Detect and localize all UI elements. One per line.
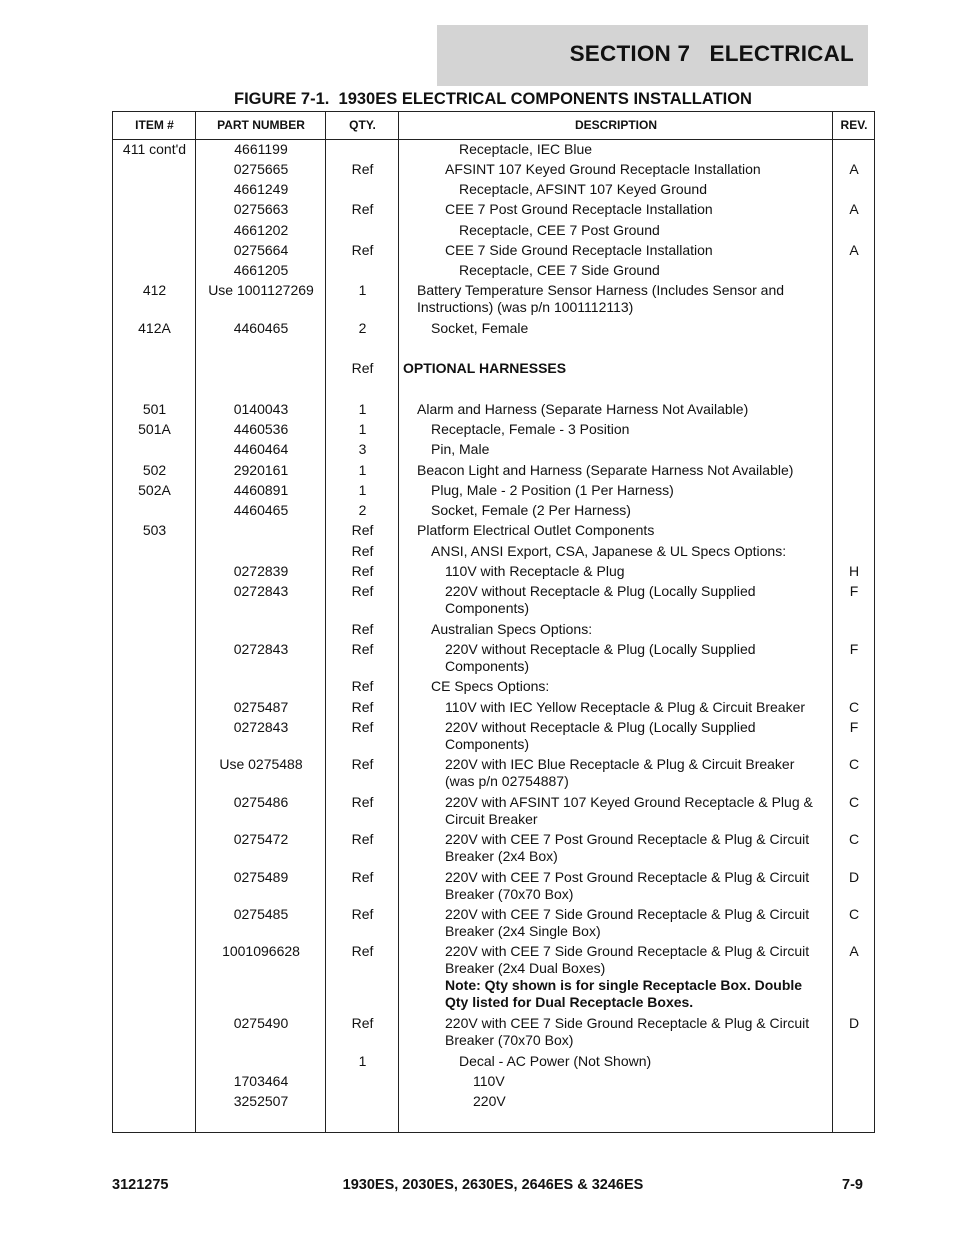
item-number: 411 cont'd [122,141,187,157]
description-cell [399,141,833,158]
quantity: 1 [358,282,367,298]
part-number: 4460536 [233,421,289,437]
header-rev: REV. [840,118,868,132]
quantity: Ref [351,641,374,657]
description-text: 110V with IEC Yellow Receptacle & Plug & Circuit Breaker [445,699,806,715]
quantity: Ref [351,360,374,376]
quantity: Ref [351,678,374,694]
part-number: 4460465 [233,502,289,518]
part-number: 4661202 [233,222,289,238]
revision: F [849,641,859,657]
description-text: Plug, Male - 2 Position (1 Per Harness) [431,482,674,498]
quantity: Ref [351,869,374,885]
quantity: Ref [351,621,374,637]
revision: C [848,831,860,847]
description-cell [399,583,833,617]
quantity: 1 [358,421,367,437]
quantity: 2 [358,502,367,518]
description-cell [399,794,833,828]
part-number: Use 1001127269 [208,282,314,298]
quantity: Ref [351,831,374,847]
quantity: Ref [351,543,374,559]
quantity: 1 [358,482,367,498]
item-number: 502A [138,482,171,498]
description-text: Receptacle, CEE 7 Post Ground [459,222,660,238]
footer-page-number: 7-9 [842,1177,863,1193]
quantity: Ref [351,699,374,715]
description-text: Platform Electrical Outlet Components [417,522,655,538]
part-number: 2920161 [233,462,289,478]
item-number: 501 [142,401,167,417]
description-cell [399,756,833,790]
part-number: 0275665 [233,161,289,177]
description-text: CEE 7 Side Ground Receptacle Installation [445,242,713,258]
quantity: 2 [358,320,367,336]
description-text: 220V with IEC Blue Receptacle & Plug & Circuit Breaker (was p/n 02754887) [445,756,795,789]
part-number: 1001096628 [222,943,300,959]
description-cell [399,201,833,218]
revision: F [849,719,859,735]
description-text: Socket, Female [431,320,529,336]
header-divider [113,139,874,140]
part-number: 0272839 [233,563,289,579]
description-cell [399,222,833,239]
section-title: SECTION 7 ELECTRICAL [569,41,854,66]
item-number: 503 [142,522,167,538]
description-text: 220V [473,1093,506,1109]
description-cell [399,282,833,316]
description-text: 110V with Receptacle & Plug [445,563,625,579]
description-text: 220V with CEE 7 Side Ground Receptacle & Plug & Circuit Breaker (2x4 Dual Boxes) [445,943,810,976]
description-text: Pin, Male [431,441,490,457]
part-number: 0275472 [233,831,289,847]
part-number: 0275490 [233,1015,289,1031]
description-text: Receptacle, CEE 7 Side Ground [459,262,660,278]
description-text: 220V with CEE 7 Side Ground Receptacle & Plug & Circuit Breaker (2x4 Single Box) [445,906,810,939]
quantity: 1 [358,1053,367,1069]
description-cell [399,522,833,539]
part-number: 4460464 [233,441,289,457]
part-number: 4460465 [233,320,289,336]
description-text: Alarm and Harness (Separate Harness Not Available) [417,401,749,417]
part-number: 4661249 [233,181,289,197]
description-text: CEE 7 Post Ground Receptacle Installation [445,201,713,217]
description-text: Decal - AC Power (Not Shown) [459,1053,652,1069]
description-cell [399,161,833,178]
description-cell [399,421,833,438]
description-text: 220V without Receptacle & Plug (Locally Supplied Components) [445,583,756,616]
part-number: 1703464 [233,1073,289,1089]
item-number: 502 [142,462,167,478]
part-number: 0272843 [233,719,289,735]
quantity: 1 [358,401,367,417]
description-cell [399,563,833,580]
description-text: 220V with CEE 7 Side Ground Receptacle & Plug & Circuit Breaker (70x70 Box) [445,1015,810,1048]
description-cell [399,441,833,458]
part-number: 4661205 [233,262,289,278]
revision: F [849,583,859,599]
description-cell [399,401,833,418]
part-number: 0275486 [233,794,289,810]
description-text: Receptacle, IEC Blue [459,141,593,157]
description-cell [399,502,833,519]
revision: C [848,906,860,922]
description-cell [399,482,833,499]
part-number: 0275664 [233,242,289,258]
footer-doc-number: 3121275 [112,1177,169,1193]
description-cell [399,462,833,479]
description-text: OPTIONAL HARNESSES [403,360,567,376]
figure-title: FIGURE 7-1. 1930ES ELECTRICAL COMPONENTS INSTALLATION [234,90,752,108]
description-text: Beacon Light and Harness (Separate Harness Not Available) [417,462,794,478]
quantity: Ref [351,583,374,599]
description-text: 220V without Receptacle & Plug (Locally Supplied Components) [445,641,756,674]
quantity: Ref [351,794,374,810]
description-text: 220V without Receptacle & Plug (Locally Supplied Components) [445,719,756,752]
quantity: Ref [351,906,374,922]
description-text: Battery Temperature Sensor Harness (Includes Sensor and Instructions) (was p/n 1001112113) [417,282,785,315]
description-cell [399,719,833,753]
item-number: 412A [138,320,171,336]
description-cell [399,869,833,903]
quantity: Ref [351,719,374,735]
quantity: Ref [351,563,374,579]
footer-models: 1930ES, 2030ES, 2630ES, 2646ES & 3246ES [342,1177,644,1193]
part-number: 0275489 [233,869,289,885]
description-text: Receptacle, Female - 3 Position [431,421,630,437]
part-number: 0275487 [233,699,289,715]
revision: D [848,1015,860,1031]
header-qty: QTY. [349,118,376,132]
part-number: 0272843 [233,583,289,599]
quantity: Ref [351,201,374,217]
revision: C [848,699,860,715]
description-cell [399,1053,833,1070]
description-text: ANSI, ANSI Export, CSA, Japanese & UL Specs Options: [431,543,787,559]
part-number: 4460891 [233,482,289,498]
description-cell [399,181,833,198]
quantity: 1 [358,462,367,478]
revision: D [848,869,860,885]
description-cell [399,621,833,638]
quantity: 3 [358,441,367,457]
description-cell [399,943,833,1011]
description-cell [399,906,833,940]
parts-table [112,111,875,1133]
quantity: Ref [351,161,374,177]
quantity: Ref [351,522,374,538]
description-note: Note: Qty shown is for single Receptacle Box. Double Qty listed for Dual Receptacle Boxes. [445,977,803,1010]
description-cell [399,1093,833,1110]
quantity: Ref [351,756,374,772]
revision: C [848,794,860,810]
description-cell [399,262,833,279]
quantity: Ref [351,242,374,258]
description-cell [399,678,833,695]
quantity: Ref [351,943,374,959]
description-text: 110V [473,1073,505,1089]
description-cell [399,1073,833,1090]
revision: H [848,563,860,579]
description-cell [399,543,833,560]
section-header-box [437,25,868,86]
item-number: 412 [142,282,167,298]
header-part-number: PART NUMBER [217,118,305,132]
description-text: AFSINT 107 Keyed Ground Receptacle Installation [445,161,761,177]
description-cell [399,641,833,675]
description-text: 220V with AFSINT 107 Keyed Ground Receptacle & Plug & Circuit Breaker [445,794,813,827]
item-number: 501A [138,421,171,437]
description-cell [399,360,833,377]
description-text: Receptacle, AFSINT 107 Keyed Ground [459,181,707,197]
quantity: Ref [351,1015,374,1031]
description-text: Australian Specs Options: [431,621,593,637]
header-description: DESCRIPTION [574,118,657,132]
description-cell [399,699,833,716]
revision: A [849,943,859,959]
part-number: 0272843 [233,641,289,657]
description-text: Socket, Female (2 Per Harness) [431,502,631,518]
revision: A [849,242,859,258]
description-cell [399,831,833,865]
part-number: Use 0275488 [219,756,303,772]
part-number: 4661199 [234,141,288,157]
part-number: 0275663 [233,201,289,217]
description-cell [399,320,833,337]
description-text: CE Specs Options: [431,678,550,694]
part-number: 3252507 [233,1093,289,1109]
revision: A [849,201,859,217]
description-cell [399,242,833,259]
revision: A [849,161,859,177]
description-text: 220V with CEE 7 Post Ground Receptacle & Plug & Circuit Breaker (2x4 Box) [445,831,810,864]
part-number: 0140043 [233,401,289,417]
description-cell [399,1015,833,1049]
part-number: 0275485 [233,906,289,922]
header-item: ITEM # [135,118,174,132]
description-text: 220V with CEE 7 Post Ground Receptacle & Plug & Circuit Breaker (70x70 Box) [445,869,810,902]
revision: C [848,756,860,772]
